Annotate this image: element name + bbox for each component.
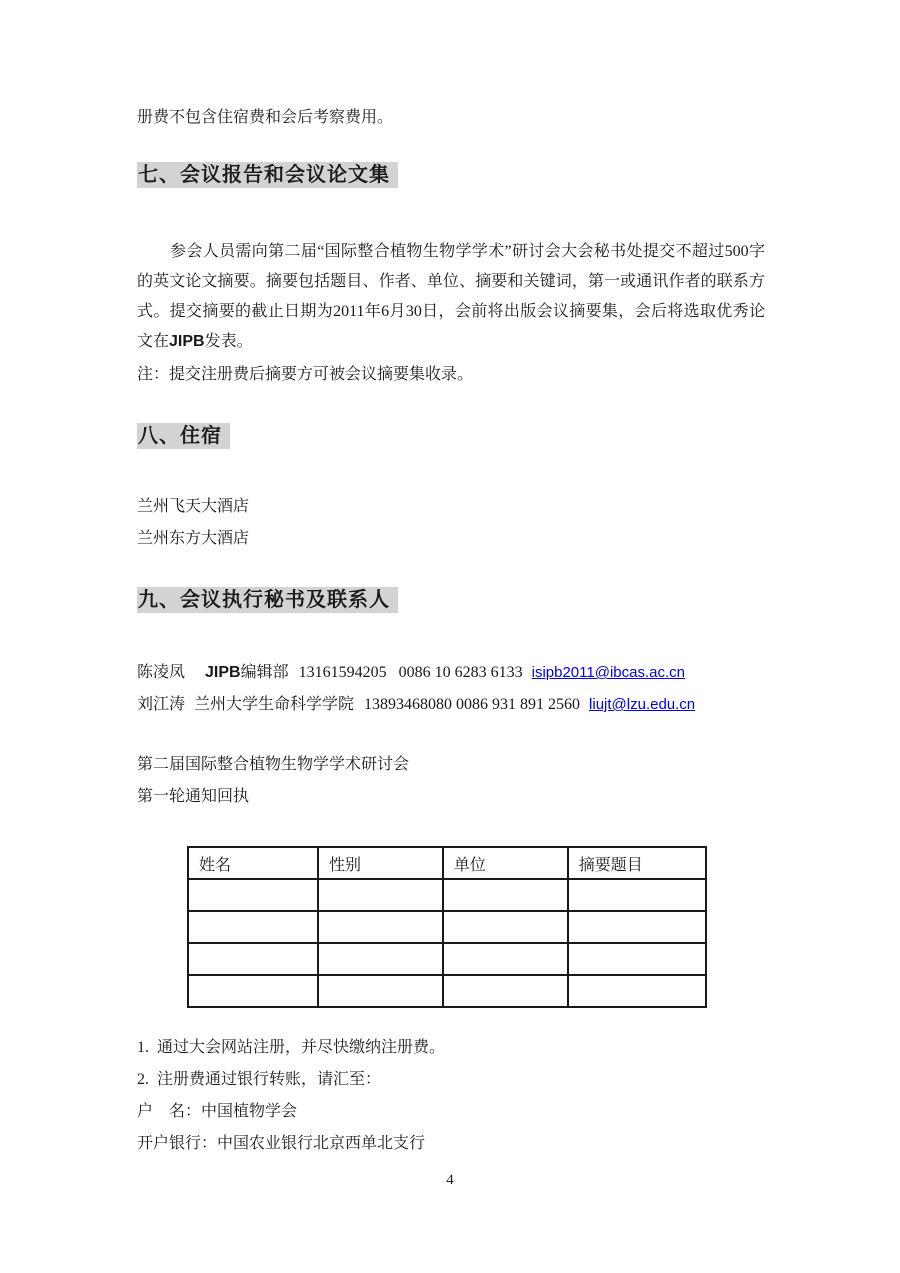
table-cell	[188, 975, 318, 1007]
reply-form-table	[187, 846, 707, 1008]
section-8-heading-highlight: 八、住宿	[137, 423, 230, 449]
table-cell	[443, 911, 568, 943]
bank-line: 开户银行：中国农业银行北京西单北支行	[137, 1135, 426, 1152]
hotel-item: 兰州东方大酒店	[137, 530, 250, 547]
page-number: 4	[446, 1172, 454, 1188]
section-7-note: 注：提交注册费后摘要方可被会议摘要集收录。	[137, 366, 474, 383]
contact-affiliation-latin: JIPB	[205, 664, 241, 681]
contact-name: 陈凌凤	[137, 664, 186, 681]
contact-affiliation: 兰州大学生命科学学院	[194, 696, 355, 713]
table-row	[188, 879, 706, 911]
section-9-heading	[137, 585, 765, 615]
contact-affiliation: 编辑部	[240, 664, 289, 681]
section-9-heading-highlight: 九、会议执行秘书及联系人	[137, 587, 398, 613]
table-cell	[318, 975, 443, 1007]
table-header-name: 姓名	[188, 847, 318, 879]
table-cell	[568, 879, 706, 911]
table-cell	[318, 911, 443, 943]
instruction-item-1: 1. 通过大会网站注册，并尽快缴纳注册费。	[137, 1039, 446, 1056]
page-content	[137, 0, 765, 1273]
contact-phones: 13893468080 0086 931 891 2560	[364, 696, 581, 713]
contact-name: 刘江涛	[137, 696, 186, 713]
contact-email-link[interactable]: isipb2011@ibcas.ac.cn	[531, 664, 685, 681]
table-cell	[318, 943, 443, 975]
table-row	[188, 911, 706, 943]
section-7-heading	[137, 160, 765, 190]
reply-form-title-line2: 第一轮通知回执	[137, 788, 250, 805]
contact-email-link[interactable]: liujt@lzu.edu.cn	[589, 696, 696, 713]
table-row	[188, 975, 706, 1007]
table-cell	[568, 943, 706, 975]
table-cell	[443, 879, 568, 911]
reply-form-title-line1: 第二届国际整合植物生物学学术研讨会	[137, 756, 410, 773]
table-cell	[188, 911, 318, 943]
table-cell	[188, 943, 318, 975]
jipb-journal-name: JIPB	[169, 333, 205, 350]
contact-phones: 13161594205 0086 10 6283 6133	[298, 664, 523, 681]
contact-row	[137, 658, 765, 688]
table-cell	[443, 943, 568, 975]
section-7-paragraph	[137, 237, 765, 357]
paragraph-text-part2: 发表。	[204, 333, 253, 350]
contact-row	[137, 690, 765, 720]
paragraph-text-part1: 参会人员需向第二届“国际整合植物生物学学术”研讨会大会秘书处提交不超过500字的英文论文摘要。摘要包括题目、作者、单位、摘要和关键词，第一或通讯作者的联系方式。提交摘要的截止日期为2011年6月30日，会前将出版会议摘要集，会后将选取优秀论文在	[137, 243, 765, 350]
table-cell	[568, 911, 706, 943]
table-header-gender: 性别	[318, 847, 443, 879]
table-cell	[443, 975, 568, 1007]
account-name-line: 户 名：中国植物学会	[137, 1103, 298, 1120]
table-cell	[188, 879, 318, 911]
section-7-heading-highlight: 七、会议报告和会议论文集	[137, 162, 398, 188]
table-header-abstract-title: 摘要题目	[568, 847, 706, 879]
instruction-item-2: 2. 注册费通过银行转账，请汇至：	[137, 1071, 382, 1088]
table-cell	[568, 975, 706, 1007]
table-header-row	[188, 847, 706, 879]
section-8-heading	[137, 421, 765, 451]
table-header-affiliation: 单位	[443, 847, 568, 879]
table-cell	[318, 879, 443, 911]
intro-text: 册费不包含住宿费和会后考察费用。	[137, 109, 394, 126]
table-row	[188, 943, 706, 975]
hotel-item: 兰州飞天大酒店	[137, 498, 250, 515]
